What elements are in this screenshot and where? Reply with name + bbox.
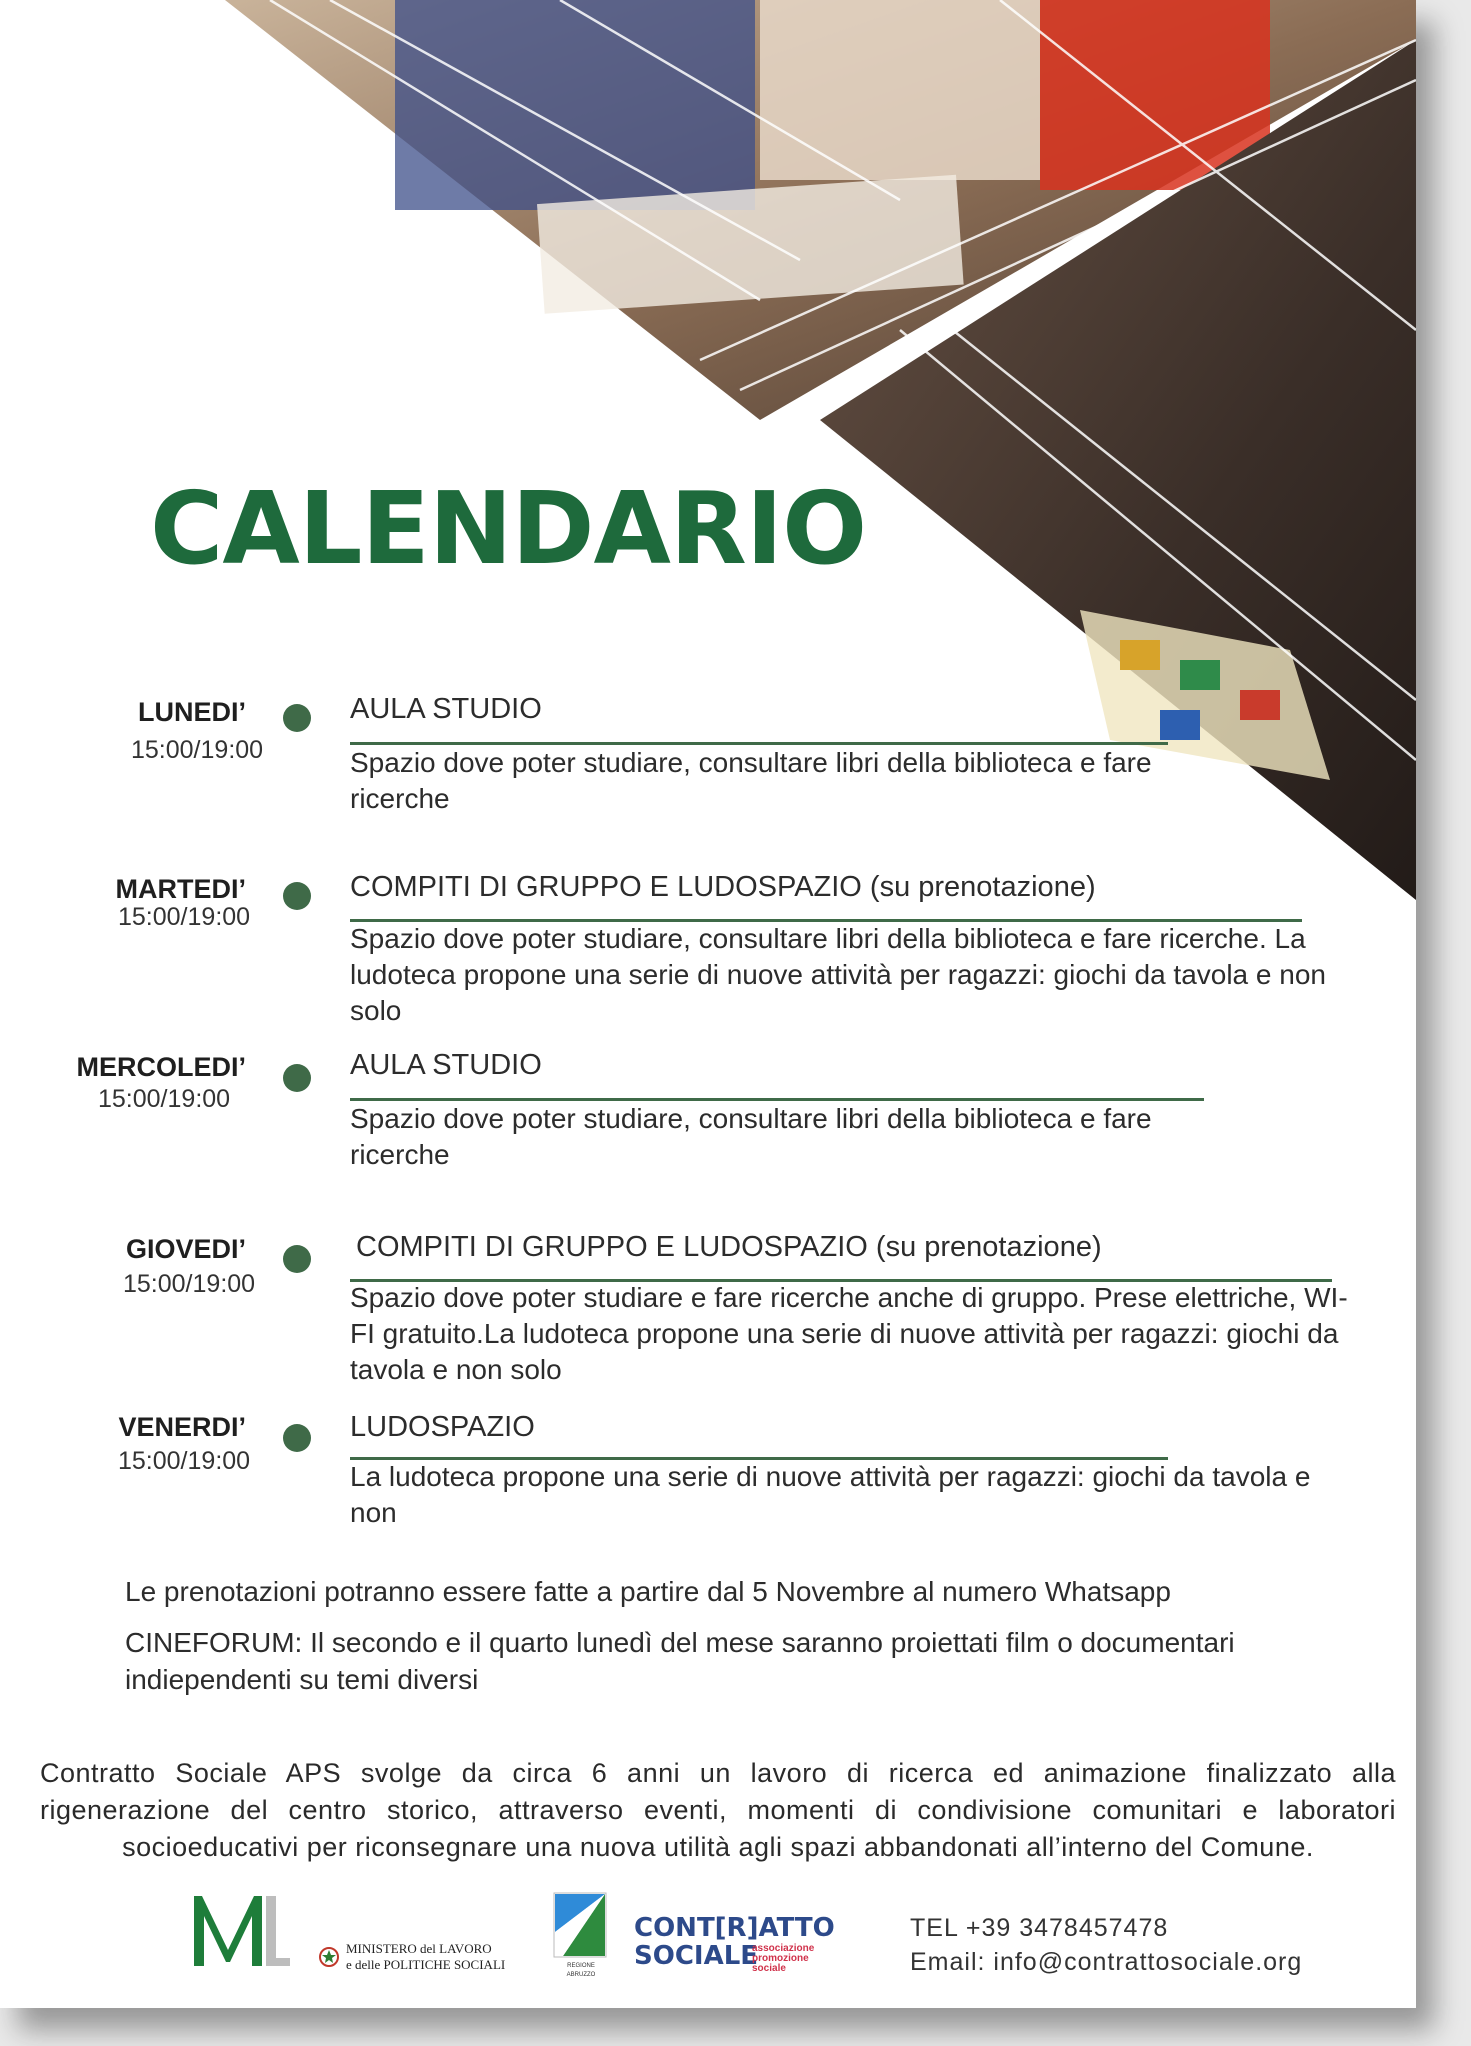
logo-tagline-2: promozione	[752, 1953, 809, 1964]
activity-description: Spazio dove poter studiare, consultare libri della biblioteca e fare ricerche	[350, 1103, 1152, 1170]
bullet-dot	[283, 1424, 311, 1452]
bullet-dot	[283, 882, 311, 910]
about-paragraph: Contratto Sociale APS svolge da circa 6 anni un lavoro di ricerca ed animazione finalizzato alla rigenerazione del centro storico, attraverso eventi, momenti di condivisione comunitari e laboratori socioeducativi per riconsegnare una nuova utilità agli spazi abbandonati all’interno del Comune.	[40, 1758, 1396, 1862]
logo-tagline-3: sociale	[752, 1963, 786, 1974]
day-label: MERCOLEDI’	[76, 1052, 246, 1082]
contact-phone: TEL +39 3478457478	[910, 1914, 1169, 1942]
region-abruzzo-logo	[553, 1892, 607, 1958]
day-label: GIOVEDI’	[125, 1234, 246, 1264]
day-label: LUNEDI’	[138, 697, 246, 727]
hours-label: 15:00/19:00	[131, 736, 264, 764]
hours-label: 15:00/19:00	[118, 903, 251, 931]
italian-emblem-icon	[318, 1946, 340, 1968]
activity-description: Spazio dove poter studiare, consultare libri della biblioteca e fare ricerche. La ludoteca propone una serie di nuove attività per ragazzi: giochi da tavola e non solo	[350, 923, 1326, 1026]
ministry-label	[346, 1941, 505, 1973]
logo-tagline-1: associazione	[752, 1943, 815, 1954]
region-line-2: ABRUZZO	[566, 1972, 596, 1978]
contratto-sociale-logo	[634, 1913, 835, 1980]
activity-description: Spazio dove poter studiare, consultare libri della biblioteca e fare ricerche	[350, 747, 1152, 814]
day-label: VENERDI’	[118, 1412, 246, 1442]
ministry-logo	[190, 1890, 290, 1970]
page-title: CALENDARIO	[150, 470, 867, 587]
booking-note: Le prenotazioni potranno essere fatte a partire dal 5 Novembre al numero Whatsapp	[125, 1576, 1171, 1607]
cineforum-note: CINEFORUM: Il secondo e il quarto lunedì del mese saranno proiettati film o documentari indiependenti su temi diversi	[125, 1627, 1235, 1695]
activity-title: AULA STUDIO	[350, 1049, 542, 1081]
activity-title: LUDOSPAZIO	[350, 1411, 535, 1443]
hours-label: 15:00/19:00	[118, 1447, 251, 1475]
region-label	[557, 1962, 605, 1980]
hours-label: 15:00/19:00	[98, 1085, 231, 1113]
logo-line-2: SOCIALE	[634, 1941, 759, 1971]
logo-tagline	[752, 1944, 814, 1974]
hours-label: 15:00/19:00	[123, 1270, 256, 1298]
contact-email: Email: info@contrattosociale.org	[910, 1948, 1303, 1976]
day-label: MARTEDI’	[115, 874, 246, 904]
activity-description: Spazio dove poter studiare e fare ricerche anche di gruppo. Prese elettriche, WI-FI gratuito.La ludoteca propone una serie di nuove attività per ragazzi: giochi da tavola e non solo	[350, 1282, 1348, 1385]
bullet-dot	[283, 1064, 311, 1092]
footer-logos	[0, 1890, 1416, 2000]
activity-title: COMPITI DI GRUPPO E LUDOSPAZIO (su prenotazione)	[356, 1231, 1102, 1263]
activity-description: La ludoteca propone una serie di nuove attività per ragazzi: giochi da tavola e non	[350, 1461, 1311, 1528]
bullet-dot	[283, 704, 311, 732]
activity-title: COMPITI DI GRUPPO E LUDOSPAZIO (su prenotazione)	[350, 871, 1096, 903]
bullet-dot	[283, 1245, 311, 1273]
region-line-1: REGIONE	[567, 1963, 595, 1969]
ministry-line-1: MINISTERO del LAVORO	[346, 1941, 492, 1956]
logo-line-1: CONT[R]ATTO	[634, 1913, 835, 1943]
ministry-line-2: e delle POLITICHE SOCIALI	[346, 1957, 506, 1972]
activity-title: AULA STUDIO	[350, 693, 542, 725]
